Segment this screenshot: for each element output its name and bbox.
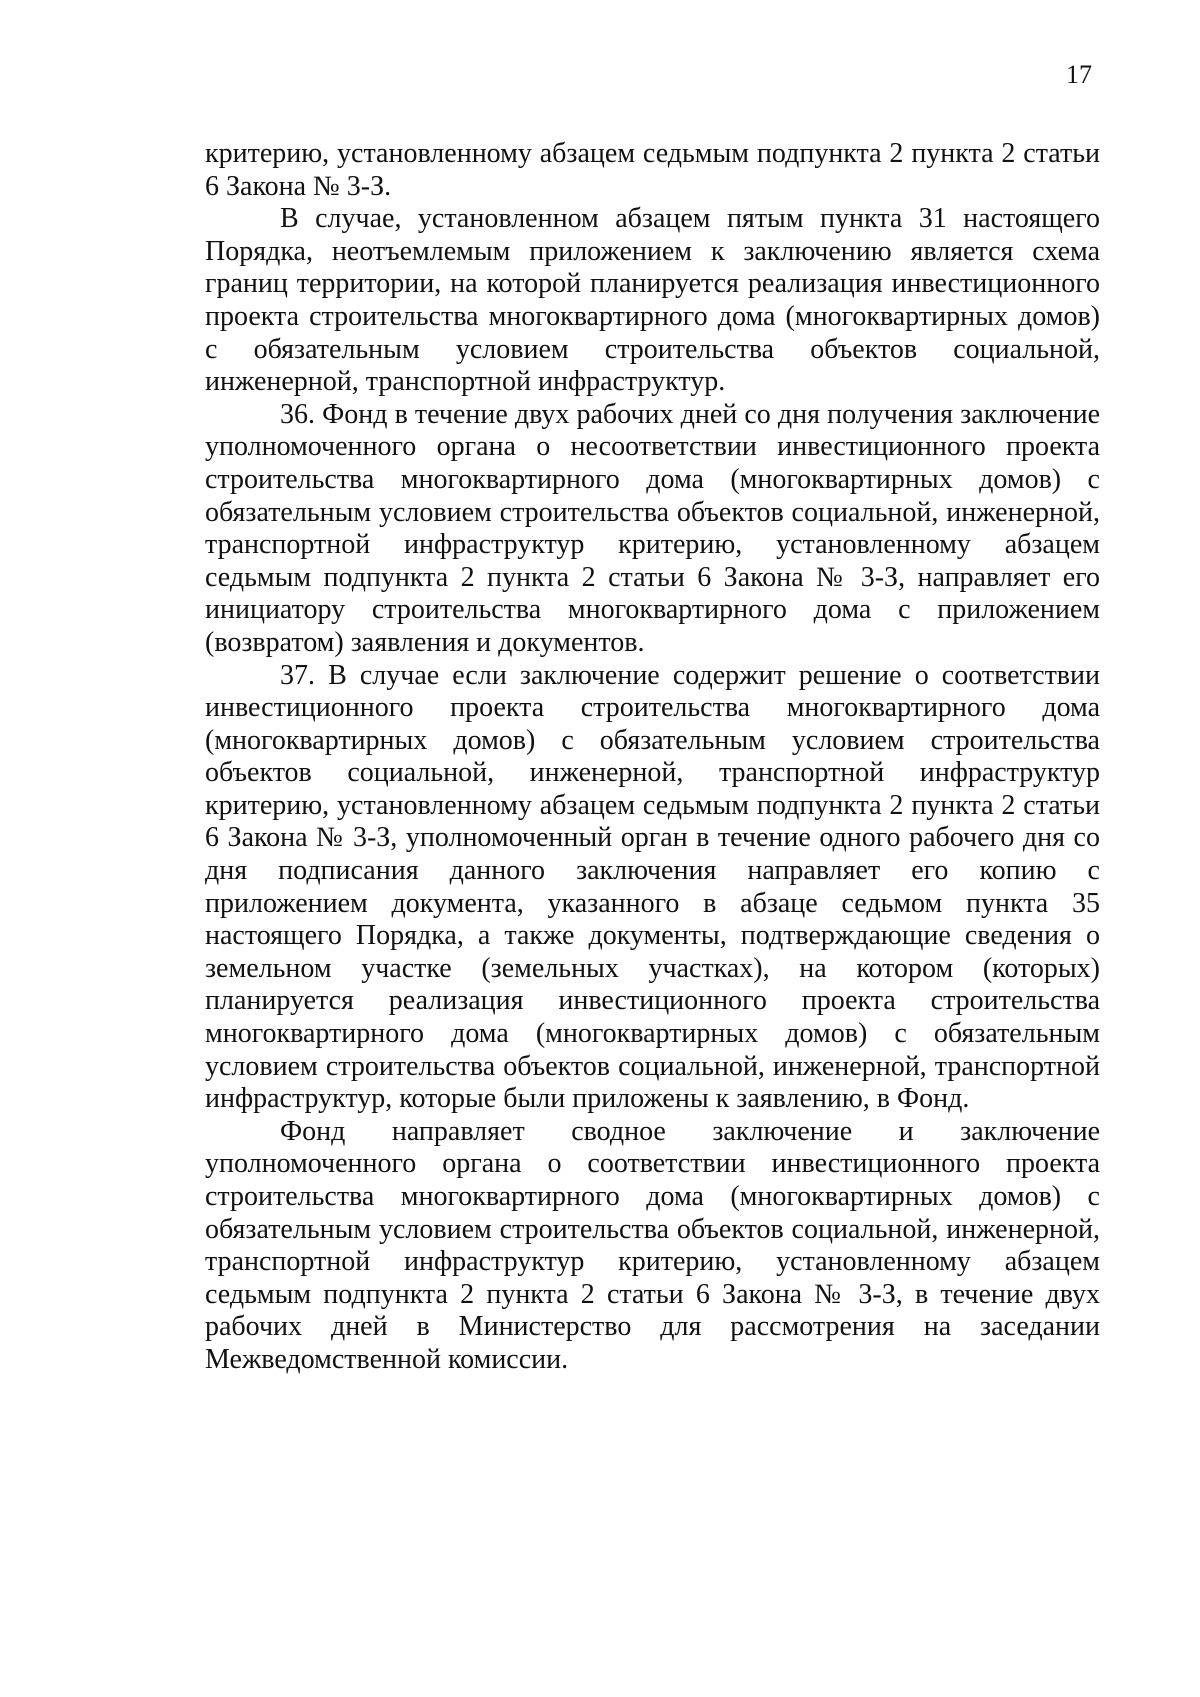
paragraph-fund-conclusion: Фонд направляет сводное заключение и заключение уполномоченного органа о соответствии инвестиционного проекта строительства многоквартирного дома (многоквартирных домов) с обязательным условием строительства объектов социальной, инженерной, транспортной инфраструктур критерию, установленному абзацем седьмым подпункта 2 пункта 2 статьи 6 Закона № 3-З, в течение двух рабочих дней в Министерство для рассмотрения на заседании Межведомственной комиссии. — [205, 1115, 1100, 1375]
paragraph-continuation: критерию, установленному абзацем седьмым подпункта 2 пункта 2 статьи 6 Закона № 3-З. — [205, 138, 1100, 202]
paragraph-item-36: 36. Фонд в течение двух рабочих дней со дня получения заключение уполномоченного органа о несоответствии инвестиционного проекта строительства многоквартирного дома (многоквартирных домов) с обязательным условием строительства объектов социальной, инженерной, транспортной инфраструктур критерию, установленному абзацем седьмым подпункта 2 пункта 2 статьи 6 Закона № 3-З, направляет его инициатору строительства многоквартирного дома с приложением (возвратом) заявления и документов. — [205, 398, 1100, 658]
page-number: 17 — [1066, 60, 1092, 89]
paragraph-scheme-annex: В случае, установленном абзацем пятым пункта 31 настоящего Порядка, неотъемлемым приложением к заключению является схема границ территории, на которой планируется реализация инвестиционного проекта строительства многоквартирного дома (многоквартирных домов) с обязательным условием строительства объектов социальной, инженерной, транспортной инфраструктур. — [205, 203, 1100, 398]
document-body — [205, 138, 1100, 1377]
paragraph-item-37: 37. В случае если заключение содержит решение о соответствии инвестиционного проекта строительства многоквартирного дома (многоквартирных домов) с обязательным условием строительства объектов социальной, инженерной, транспортной инфраструктур критерию, установленному абзацем седьмым подпункта 2 пункта 2 статьи 6 Закона № 3-З, уполномоченный орган в течение одного рабочего дня со дня подписания данного заключения направляет его копию с приложением документа, указанного в абзаце седьмом пункта 35 настоящего Порядка, а также документы, подтверждающие сведения о земельном участке (земельных участках), на котором (которых) планируется реализация инвестиционного проекта строительства многоквартирного дома (многоквартирных домов) с обязательным условием строительства объектов социальной, инженерной, транспортной инфраструктур, которые были приложены к заявлению, в Фонд. — [205, 659, 1100, 1115]
